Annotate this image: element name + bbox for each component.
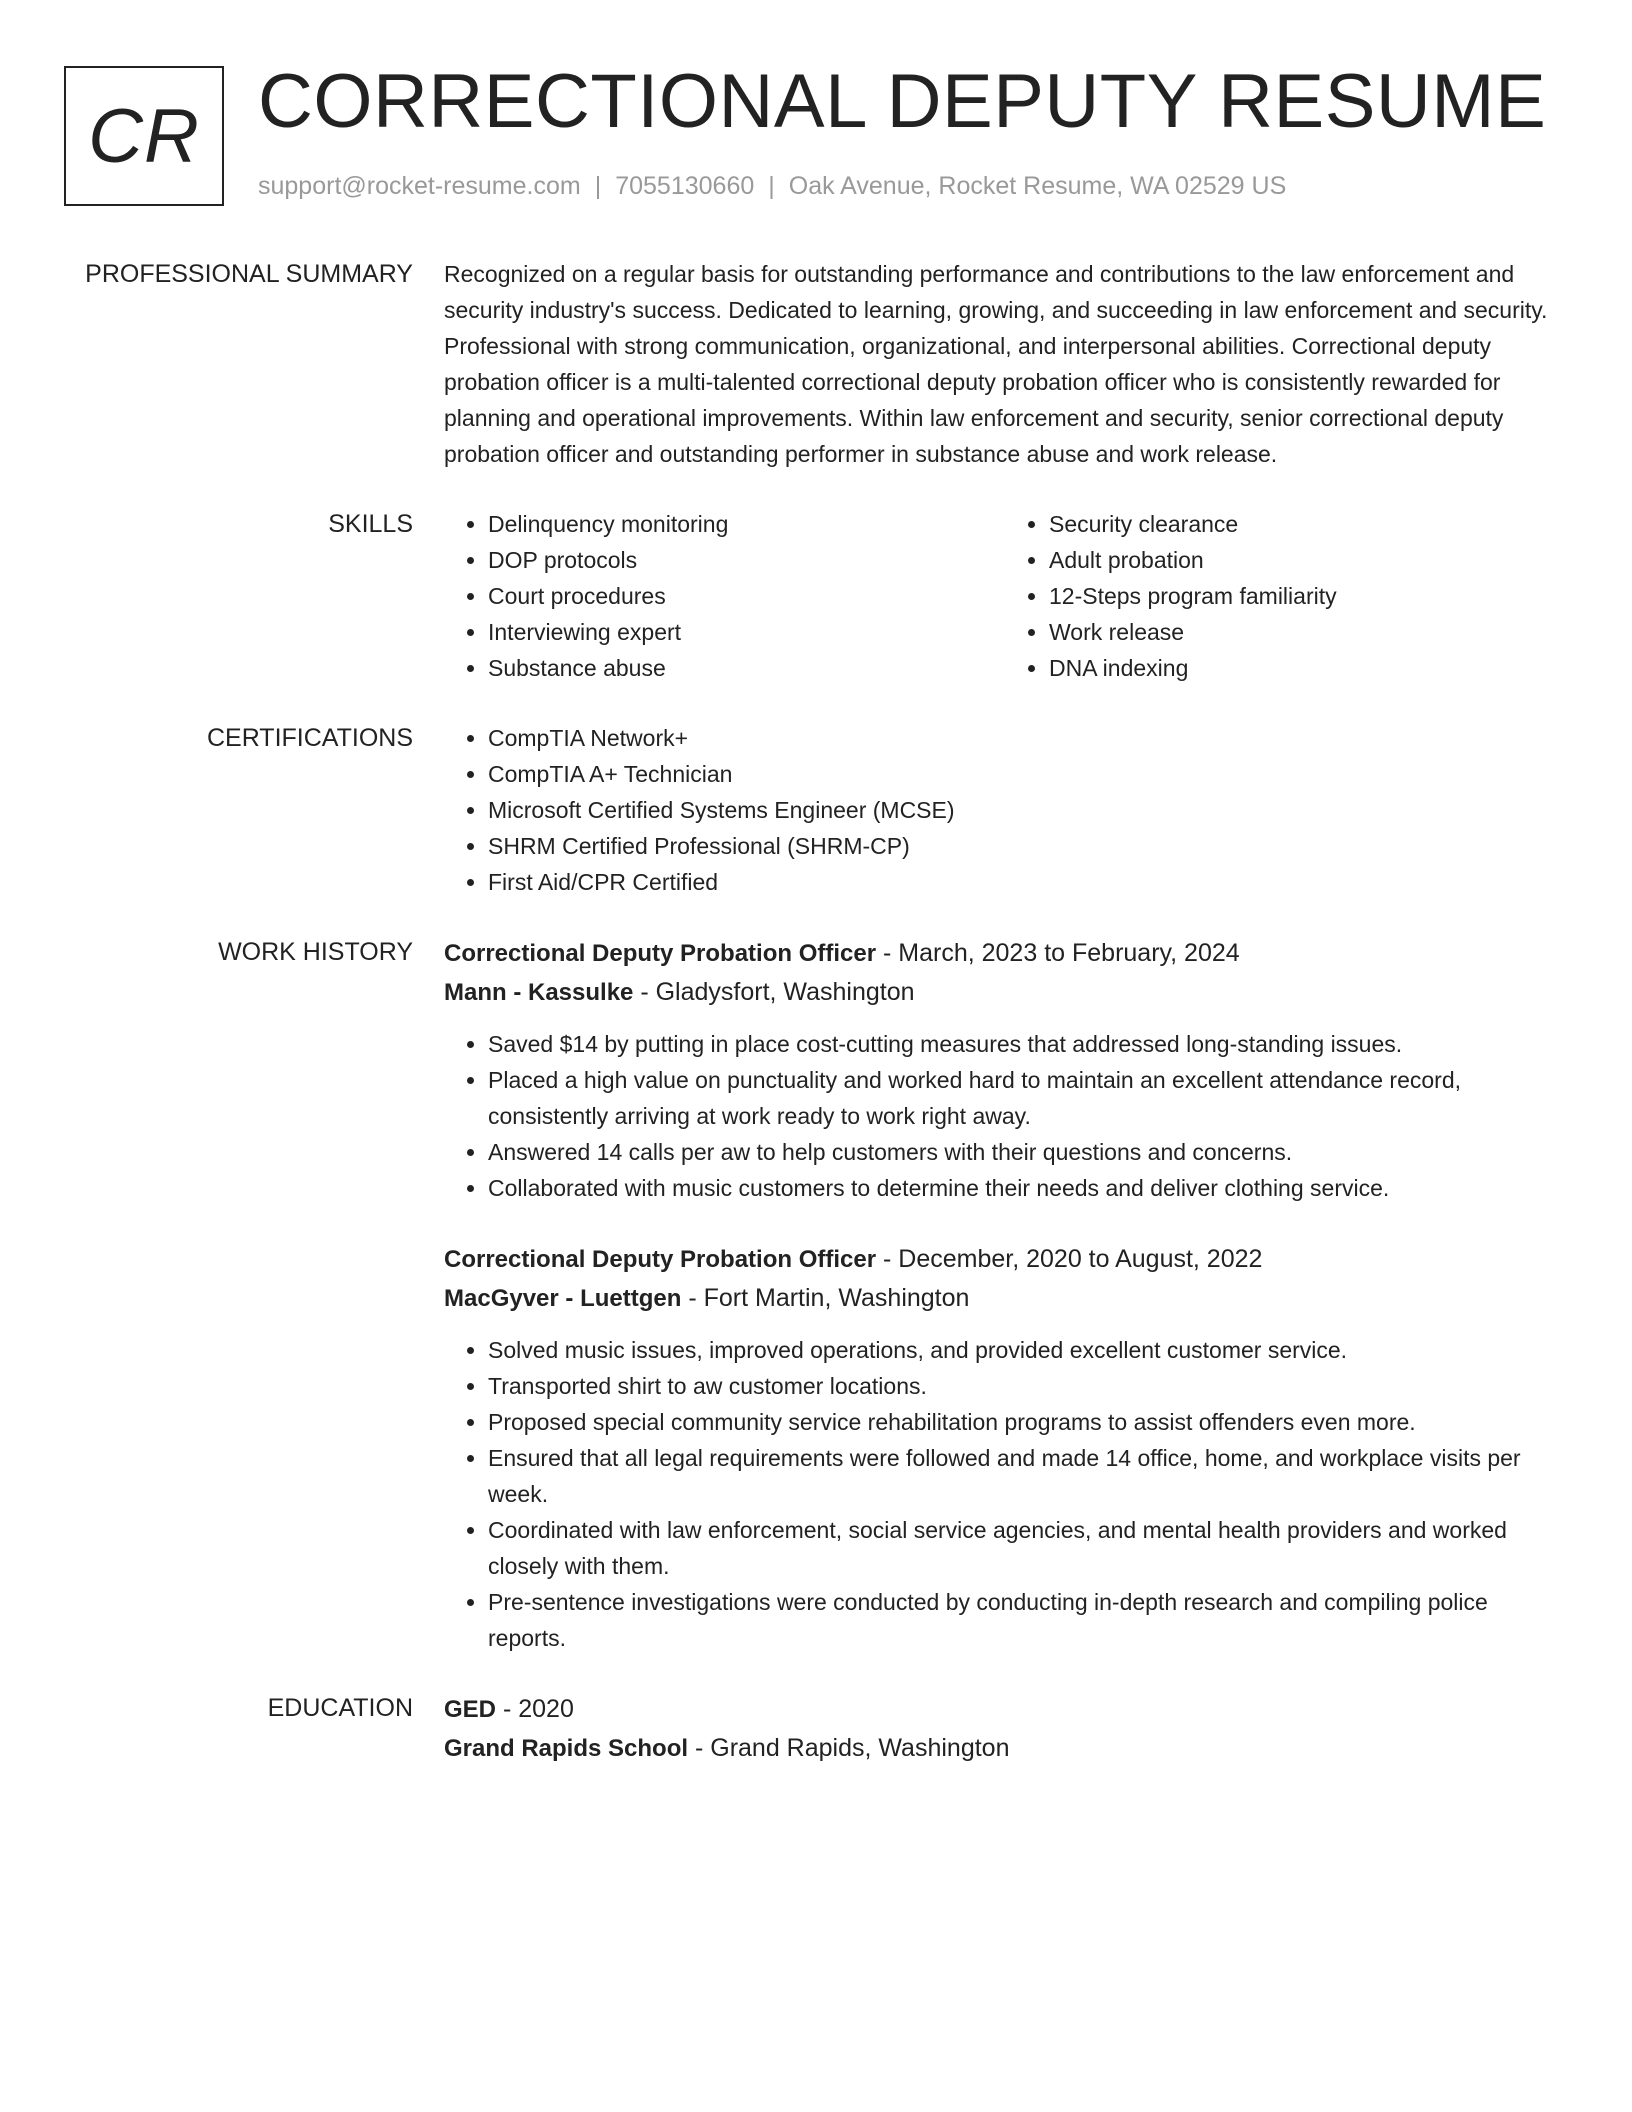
- contact-email: support@rocket-resume.com: [258, 172, 581, 200]
- job-bullet: • Solved music issues, improved operations, and provided excellent customer service.: [488, 1332, 1566, 1368]
- skill-item: • Delinquency monitoring: [488, 506, 1005, 542]
- resume-content: [0, 256, 1632, 1802]
- section-education: [0, 1690, 1632, 1768]
- monogram-box: [64, 66, 224, 206]
- section-certifications: [0, 720, 1632, 900]
- skills-list-right: [1005, 506, 1566, 686]
- contact-phone: 7055130660: [615, 172, 755, 200]
- education-degree: GED: [444, 1696, 497, 1723]
- summary-text: Recognized on a regular basis for outstanding performance and contributions to the law enforcement and security industry's success. Dedicated to learning, growing, and succeeding in law enforcement and security. Professional with strong communication, organizational, and interpersonal abilities. Correctional deputy probation officer is a multi-talented correctional deputy probation officer who is consistently rewarded for planning and operational improvements. Within law enforcement and security, senior correctional deputy probation officer and outstanding performer in substance abuse and work release.: [444, 261, 1548, 467]
- job-bullet: • Transported shirt to aw customer locations.: [488, 1368, 1566, 1404]
- job-title-line: [444, 1240, 1566, 1279]
- job-company-line: [444, 973, 1566, 1012]
- section-skills: [0, 506, 1632, 686]
- education-body: [444, 1690, 1566, 1768]
- section-work-history: [0, 934, 1632, 1656]
- skill-item: • DNA indexing: [1049, 650, 1566, 686]
- job-entry: [444, 1240, 1566, 1656]
- education-degree-line: [444, 1690, 1566, 1729]
- skill-item: • 12-Steps program familiarity: [1049, 578, 1566, 614]
- job-company: Mann - Kassulke: [444, 979, 634, 1006]
- section-label-certifications: CERTIFICATIONS: [206, 724, 413, 752]
- skills-list-left: [444, 506, 1005, 686]
- skill-item: • Work release: [1049, 614, 1566, 650]
- skill-item: • Court procedures: [488, 578, 1005, 614]
- education-location: - Grand Rapids, Washington: [688, 1734, 1010, 1762]
- job-title-line: [444, 934, 1566, 973]
- skill-item: • Security clearance: [1049, 506, 1566, 542]
- section-label-education: EDUCATION: [267, 1694, 413, 1722]
- job-company-line: [444, 1279, 1566, 1318]
- resume-title: CORRECTIONAL DEPUTY RESUME: [258, 59, 1547, 144]
- job-location: - Gladysfort, Washington: [633, 978, 915, 1006]
- contact-separator: |: [768, 172, 775, 200]
- education-year: - 2020: [496, 1695, 574, 1723]
- skills-body: [444, 506, 1566, 686]
- job-bullet: • Proposed special community service rehabilitation programs to assist offenders even more.: [488, 1404, 1566, 1440]
- certifications-body: [444, 720, 1566, 900]
- job-location: - Fort Martin, Washington: [681, 1284, 970, 1312]
- job-bullet: • Ensured that all legal requirements were followed and made 14 office, home, and workplace visits per week.: [488, 1440, 1566, 1512]
- job-company: MacGyver - Luettgen: [444, 1285, 682, 1312]
- skill-item: • Interviewing expert: [488, 614, 1005, 650]
- certification-item: • First Aid/CPR Certified: [488, 864, 1566, 900]
- job-bullet: • Pre-sentence investigations were conducted by conducting in-depth research and compiling police reports.: [488, 1584, 1566, 1656]
- job-dates: - December, 2020 to August, 2022: [876, 1245, 1263, 1273]
- skill-item: • Substance abuse: [488, 650, 1005, 686]
- section-label-skills: SKILLS: [328, 510, 413, 538]
- job-title: Correctional Deputy Probation Officer: [444, 940, 877, 967]
- section-label-work-history: WORK HISTORY: [218, 938, 413, 966]
- work-history-body: [444, 934, 1566, 1656]
- job-entry: [444, 934, 1566, 1206]
- job-bullet: • Placed a high value on punctuality and worked hard to maintain an excellent attendance record, consistently arriving at work ready to work right away.: [488, 1062, 1566, 1134]
- skill-item: • Adult probation: [1049, 542, 1566, 578]
- job-bullet: • Saved $14 by putting in place cost-cutting measures that addressed long-standing issues.: [488, 1026, 1566, 1062]
- job-bullets: [444, 1026, 1566, 1206]
- job-title: Correctional Deputy Probation Officer: [444, 1246, 877, 1273]
- certifications-list: [444, 720, 1566, 900]
- job-bullet: • Answered 14 calls per aw to help customers with their questions and concerns.: [488, 1134, 1566, 1170]
- job-bullet: • Coordinated with law enforcement, social service agencies, and mental health providers and worked closely with them.: [488, 1512, 1566, 1584]
- certification-item: • SHRM Certified Professional (SHRM-CP): [488, 828, 1566, 864]
- contact-address: Oak Avenue, Rocket Resume, WA 02529 US: [788, 172, 1287, 200]
- contact-line: [258, 172, 1286, 201]
- job-dates: - March, 2023 to February, 2024: [876, 939, 1240, 967]
- section-label-summary: PROFESSIONAL SUMMARY: [85, 260, 413, 288]
- summary-body: [444, 256, 1566, 472]
- skill-item: • DOP protocols: [488, 542, 1005, 578]
- education-school-line: [444, 1729, 1566, 1768]
- certification-item: • Microsoft Certified Systems Engineer (MCSE): [488, 792, 1566, 828]
- certification-item: • CompTIA Network+: [488, 720, 1566, 756]
- job-bullet: • Collaborated with music customers to determine their needs and deliver clothing service.: [488, 1170, 1566, 1206]
- certification-item: • CompTIA A+ Technician: [488, 756, 1566, 792]
- section-summary: [0, 256, 1632, 472]
- job-bullets: [444, 1332, 1566, 1656]
- contact-separator: |: [594, 172, 602, 200]
- monogram-initials: CR: [88, 93, 200, 179]
- education-school: Grand Rapids School: [444, 1735, 689, 1762]
